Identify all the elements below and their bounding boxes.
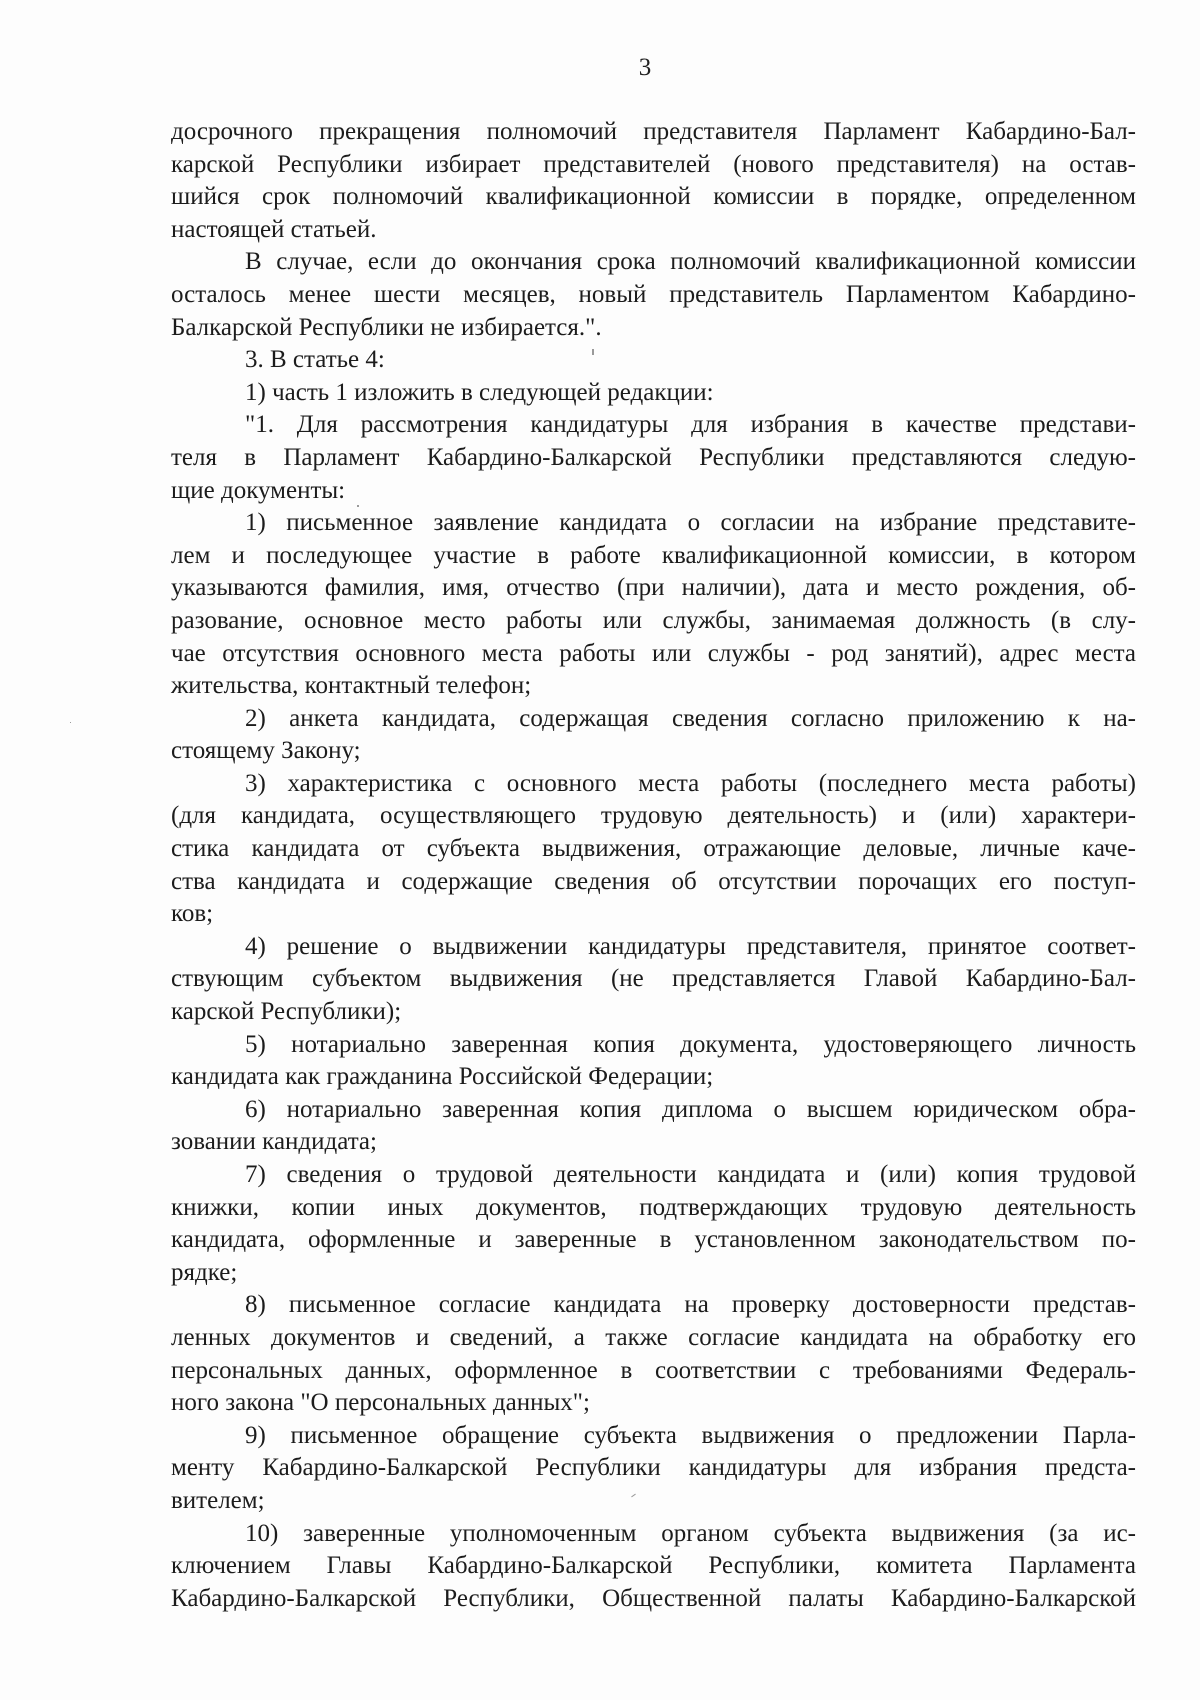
text-line: щие документы: bbox=[171, 476, 346, 504]
text-line: стоящему Закону; bbox=[171, 737, 361, 765]
text-line: 1) часть 1 изложить в следующей редакции: bbox=[245, 378, 714, 406]
text-line: кандидата как гражданина Российской Федерации; bbox=[171, 1063, 714, 1091]
text-line: 3) характеристика с основного места работы (последнего места работы) bbox=[245, 769, 1136, 797]
text-line: жительства, контактный телефон; bbox=[171, 672, 532, 700]
text-line: 9) письменное обращение субъекта выдвижения о предложении Парла- bbox=[245, 1421, 1136, 1449]
text-line: вителем; bbox=[171, 1486, 265, 1514]
text-line: теля в Парламент Кабардино-Балкарской Республики представляются следую- bbox=[171, 443, 1136, 471]
text-line: 5) нотариально заверенная копия документа, удостоверяющего личность bbox=[245, 1030, 1136, 1058]
text-line: 6) нотариально заверенная копия диплома о высшем юридическом обра- bbox=[245, 1095, 1136, 1123]
text-line: лем и последующее участие в работе квалификационной комиссии, в котором bbox=[171, 541, 1136, 569]
text-line: ного закона "О персональных данных"; bbox=[171, 1389, 590, 1417]
text-line: кандидата, оформленные и заверенные в установленном законодательством по- bbox=[171, 1226, 1136, 1254]
text-line: ства кандидата и содержащие сведения об отсутствии порочащих его поступ- bbox=[171, 867, 1136, 895]
text-line: 10) заверенные уполномоченным органом субъекта выдвижения (за ис- bbox=[245, 1519, 1136, 1547]
text-line: разование, основное место работы или службы, занимаемая должность (в слу- bbox=[171, 606, 1136, 634]
text-line: 4) решение о выдвижении кандидатуры представителя, принятое соответ- bbox=[245, 932, 1136, 960]
text-line: стика кандидата от субъекта выдвижения, отражающие деловые, личные каче- bbox=[171, 835, 1136, 863]
text-line: ключением Главы Кабардино-Балкарской Республики, комитета Парламента bbox=[171, 1552, 1136, 1580]
text-line: рядке; bbox=[171, 1258, 238, 1286]
page-number: 3 bbox=[638, 54, 652, 81]
text-line: В случае, если до окончания срока полномочий квалификационной комиссии bbox=[245, 248, 1136, 276]
text-line: ленных документов и сведений, а также согласие кандидата на обработку его bbox=[171, 1323, 1136, 1351]
text-line: 8) письменное согласие кандидата на проверку достоверности представ- bbox=[245, 1291, 1136, 1319]
text-line: ков; bbox=[171, 900, 214, 928]
text-line: книжки, копии иных документов, подтверждающих трудовую деятельность bbox=[171, 1193, 1136, 1221]
text-line: Кабардино-Балкарской Республики, Общественной палаты Кабардино-Балкарской bbox=[171, 1584, 1136, 1612]
text-line: (для кандидата, осуществляющего трудовую деятельность) и (или) характери- bbox=[171, 802, 1136, 830]
text-line: 3. В статье 4: bbox=[245, 346, 385, 374]
text-line: "1. Для рассмотрения кандидатуры для избрания в качестве представи- bbox=[245, 411, 1136, 439]
document-body bbox=[171, 116, 1136, 1615]
scan-speck bbox=[357, 505, 359, 507]
text-line: 1) письменное заявление кандидата о согласии на избрание представите- bbox=[245, 509, 1136, 537]
text-line: менту Кабардино-Балкарской Республики кандидатуры для избрания предста- bbox=[171, 1454, 1136, 1482]
text-line: ствующим субъектом выдвижения (не представляется Главой Кабардино-Бал- bbox=[171, 965, 1136, 993]
scan-speck bbox=[70, 722, 71, 723]
text-line: чае отсутствия основного места работы или службы - род занятий), адрес места bbox=[171, 639, 1136, 667]
text-line: указываются фамилия, имя, отчество (при наличии), дата и место рождения, об- bbox=[171, 574, 1136, 602]
scan-speck bbox=[592, 349, 594, 355]
text-line: 7) сведения о трудовой деятельности кандидата и (или) копия трудовой bbox=[245, 1161, 1136, 1188]
text-line: Балкарской Республики не избирается.". bbox=[171, 313, 602, 341]
text-line: персональных данных, оформленное в соответствии с требованиями Федераль- bbox=[171, 1356, 1136, 1384]
text-line: досрочного прекращения полномочий представителя Парламент Кабардино-Бал- bbox=[171, 118, 1136, 145]
text-line: настоящей статьей. bbox=[171, 215, 377, 243]
text-line: карской Республики избирает представителей (нового представителя) на остав- bbox=[171, 150, 1136, 178]
text-line: шийся срок полномочий квалификационной комиссии в порядке, определенном bbox=[171, 183, 1136, 211]
text-line: 2) анкета кандидата, содержащая сведения согласно приложению к на- bbox=[245, 704, 1136, 732]
text-line: осталось менее шести месяцев, новый представитель Парламентом Кабардино- bbox=[171, 280, 1136, 308]
text-line: зовании кандидата; bbox=[171, 1128, 377, 1156]
text-line: карской Республики); bbox=[171, 998, 402, 1026]
